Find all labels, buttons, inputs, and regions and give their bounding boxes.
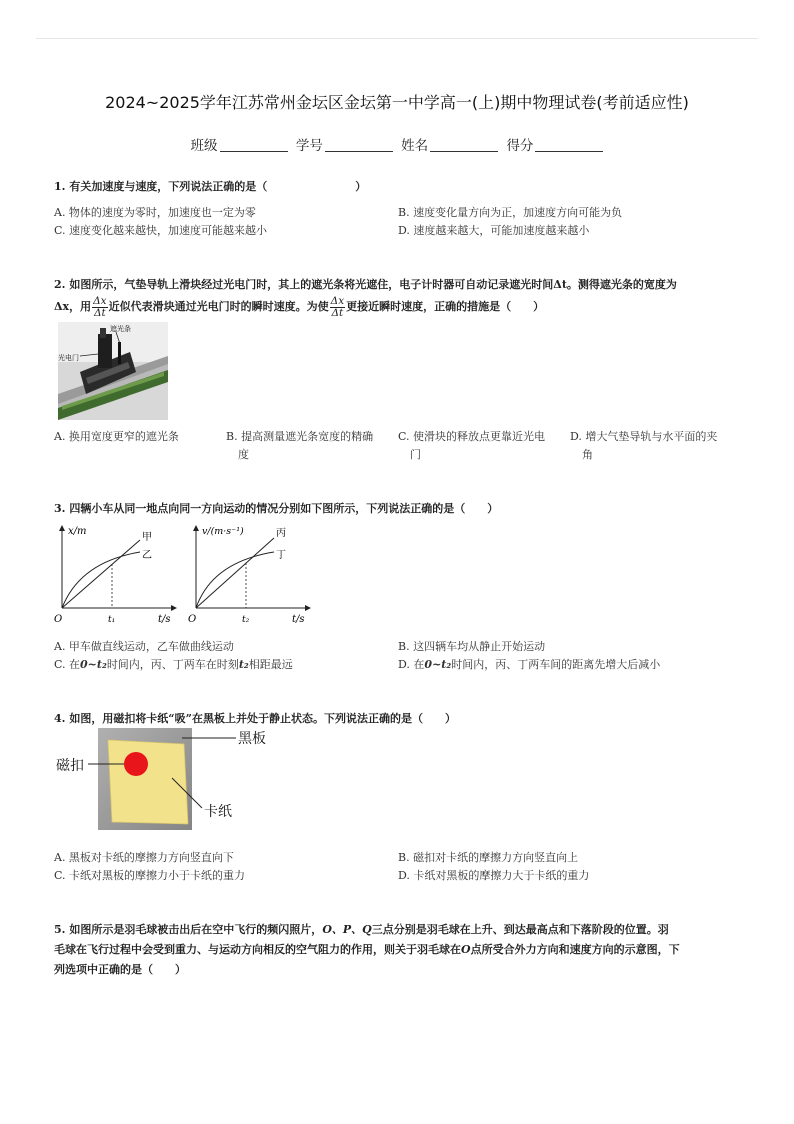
q2-option-a[interactable]: A. 换用宽度更窄的遮光条 xyxy=(54,430,179,443)
q2-option-d-line-1: D. 增大气垫导轨与水平面的夹 xyxy=(570,430,718,443)
q2-fraction-2-num: Δx xyxy=(330,294,345,307)
q2-fraction-2-den: Δt xyxy=(331,306,344,319)
q3-option-b[interactable]: B. 这四辆车均从静止开始运动 xyxy=(398,640,546,653)
q5-points: O、P、Q xyxy=(322,923,372,936)
top-divider xyxy=(36,38,758,39)
q3-option-d-part-c: 时间内，丙、丁两车间的距离先增大后减小 xyxy=(451,658,661,671)
q3-option-c-part-e: 相距最远 xyxy=(248,658,293,671)
class-label: 班级 xyxy=(190,138,218,154)
q2-option-d[interactable] xyxy=(570,428,717,464)
q4-option-b[interactable]: B. 磁扣对卡纸的摩擦力方向竖直向上 xyxy=(398,851,579,864)
q3-option-c-time: t₂ xyxy=(238,658,249,671)
q4-option-d[interactable]: D. 卡纸对黑板的摩擦力大于卡纸的重力 xyxy=(398,869,590,882)
vt-label-bing: 丙 xyxy=(276,528,286,539)
q3-option-c-part-a: C. 在 xyxy=(54,658,81,671)
name-blank xyxy=(430,139,498,152)
q1-option-b[interactable]: B. 速度变化量方向为正，加速度方向可能为负 xyxy=(398,206,623,219)
question-5-stem-line-2 xyxy=(54,940,744,960)
q2-fraction-1-num: Δx xyxy=(93,294,107,307)
xt-xlabel: t/s xyxy=(158,614,171,625)
question-3-stem: 3. 四辆小车从同一地点向同一方向运动的情况分别如下图所示，下列说法正确的是（ ） xyxy=(54,502,499,515)
xt-tick-t1: t₁ xyxy=(108,615,116,625)
vt-xlabel: t/s xyxy=(292,614,305,625)
name-label: 姓名 xyxy=(401,138,429,154)
question-2-stem-line-2 xyxy=(54,294,744,320)
v-t-graph xyxy=(186,522,314,628)
curve-yi xyxy=(62,552,140,608)
q5-line2-part-a: 毛球在飞行过程中会受到重力、与运动方向相反的空气阻力的作用，则关于羽毛球在 xyxy=(54,943,461,956)
q4-option-c[interactable]: C. 卡纸对黑板的摩擦力小于卡纸的重力 xyxy=(54,869,246,882)
q5-line2-part-c: 点所受合外力方向和速度方向的示意图，下 xyxy=(470,943,680,956)
q2-fraction-1 xyxy=(92,296,108,319)
q1-option-d[interactable]: D. 速度越来越大，可能加速度越来越小 xyxy=(398,224,590,237)
label-guangdianmen: 光电门 xyxy=(58,354,79,362)
q3-option-c[interactable] xyxy=(54,656,293,674)
q2-option-d-line-2: 角 xyxy=(582,448,593,461)
q1-option-c[interactable]: C. 速度变化越来越快，加速度可能越来越小 xyxy=(54,224,268,237)
q5-line1-part-a: 5. 如图所示是羽毛球被击出后在空中飞行的频闪照片， xyxy=(54,923,323,936)
air-track-photo xyxy=(58,322,168,420)
q4-option-a[interactable]: A. 黑板对卡纸的摩擦力方向竖直向下 xyxy=(54,851,234,864)
q2-line2-part-a: Δx，用 xyxy=(54,300,92,313)
question-2-stem-line-1: 2. 如图所示，气垫导轨上滑块经过光电门时，其上的遮光条将光遮住，电子计时器可自动记录遮光时间Δt。测得遮光条的宽度为 xyxy=(54,278,677,291)
x-t-graph xyxy=(52,522,180,628)
question-5-stem-line-3: 列选项中正确的是（ ） xyxy=(54,963,186,976)
question-1-stem: 1. 有关加速度与速度，下列说法正确的是（ ） xyxy=(54,180,367,193)
q2-line2-part-c: 更接近瞬时速度，正确的措施是（ ） xyxy=(346,300,545,313)
xt-label-yi: 乙 xyxy=(142,550,152,561)
q3-option-d[interactable] xyxy=(398,656,660,674)
q2-option-b[interactable] xyxy=(226,428,373,464)
xt-ylabel: x/m xyxy=(68,526,87,537)
q2-fraction-1-den: Δt xyxy=(93,306,106,319)
magnet-dot xyxy=(124,752,148,776)
q3-option-a[interactable]: A. 甲车做直线运动，乙车做曲线运动 xyxy=(54,640,234,653)
score-label: 得分 xyxy=(506,138,534,154)
student-id-blank xyxy=(325,139,393,152)
q5-point-o: O xyxy=(461,943,471,956)
q2-fraction-2 xyxy=(330,296,346,319)
q3-option-d-part-a: D. 在 xyxy=(398,658,425,671)
q5-line1-part-c: 三点分别是羽毛球在上升、到达最高点和下落阶段的位置。羽 xyxy=(371,923,669,936)
line-bing xyxy=(196,538,274,608)
q2-option-b-line-1: B. 提高测量遮光条宽度的精确 xyxy=(226,430,374,443)
exam-title: 2024~2025学年江苏常州金坛区金坛第一中学高一(上)期中物理试卷(考前适应性) xyxy=(105,93,689,112)
q2-option-c-line-1: C. 使滑块的释放点更靠近光电 xyxy=(398,430,546,443)
q2-option-c-line-2: 门 xyxy=(410,448,421,461)
student-info-row xyxy=(0,134,794,154)
q3-option-c-interval: 0~t₂ xyxy=(80,658,107,671)
label-cikou: 磁扣 xyxy=(56,758,84,774)
magnet-card-figure xyxy=(52,728,282,834)
xt-label-jia: 甲 xyxy=(142,532,152,543)
vt-origin: O xyxy=(188,614,197,625)
vt-tick-t2: t₂ xyxy=(242,615,250,625)
q2-option-b-line-2: 度 xyxy=(238,448,249,461)
question-5-stem-line-1 xyxy=(54,920,744,940)
label-heiban: 黑板 xyxy=(238,731,266,747)
score-blank xyxy=(535,139,603,152)
question-4-stem: 4. 如图，用磁扣将卡纸“吸”在黑板上并处于静止状态。下列说法正确的是（ ） xyxy=(54,712,456,725)
xt-origin: O xyxy=(54,614,63,625)
vt-ylabel: v/(m·s⁻¹) xyxy=(202,526,244,537)
q2-option-c[interactable] xyxy=(398,428,545,464)
q3-option-c-part-c: 时间内，丙、丁两车在时刻 xyxy=(106,658,239,671)
q2-line2-part-b: 近似代表滑块通过光电门时的瞬时速度。为使 xyxy=(108,300,329,313)
label-kazhi: 卡纸 xyxy=(204,804,232,820)
class-blank xyxy=(220,139,288,152)
label-zheguangtiao: 遮光条 xyxy=(110,325,131,333)
q1-option-a[interactable]: A. 物体的速度为零时，加速度也一定为零 xyxy=(54,206,256,219)
vt-label-ding: 丁 xyxy=(276,550,286,561)
curve-ding xyxy=(196,552,274,608)
q3-option-d-interval: 0~t₂ xyxy=(424,658,452,671)
student-id-label: 学号 xyxy=(295,138,323,154)
line-jia xyxy=(62,540,140,608)
